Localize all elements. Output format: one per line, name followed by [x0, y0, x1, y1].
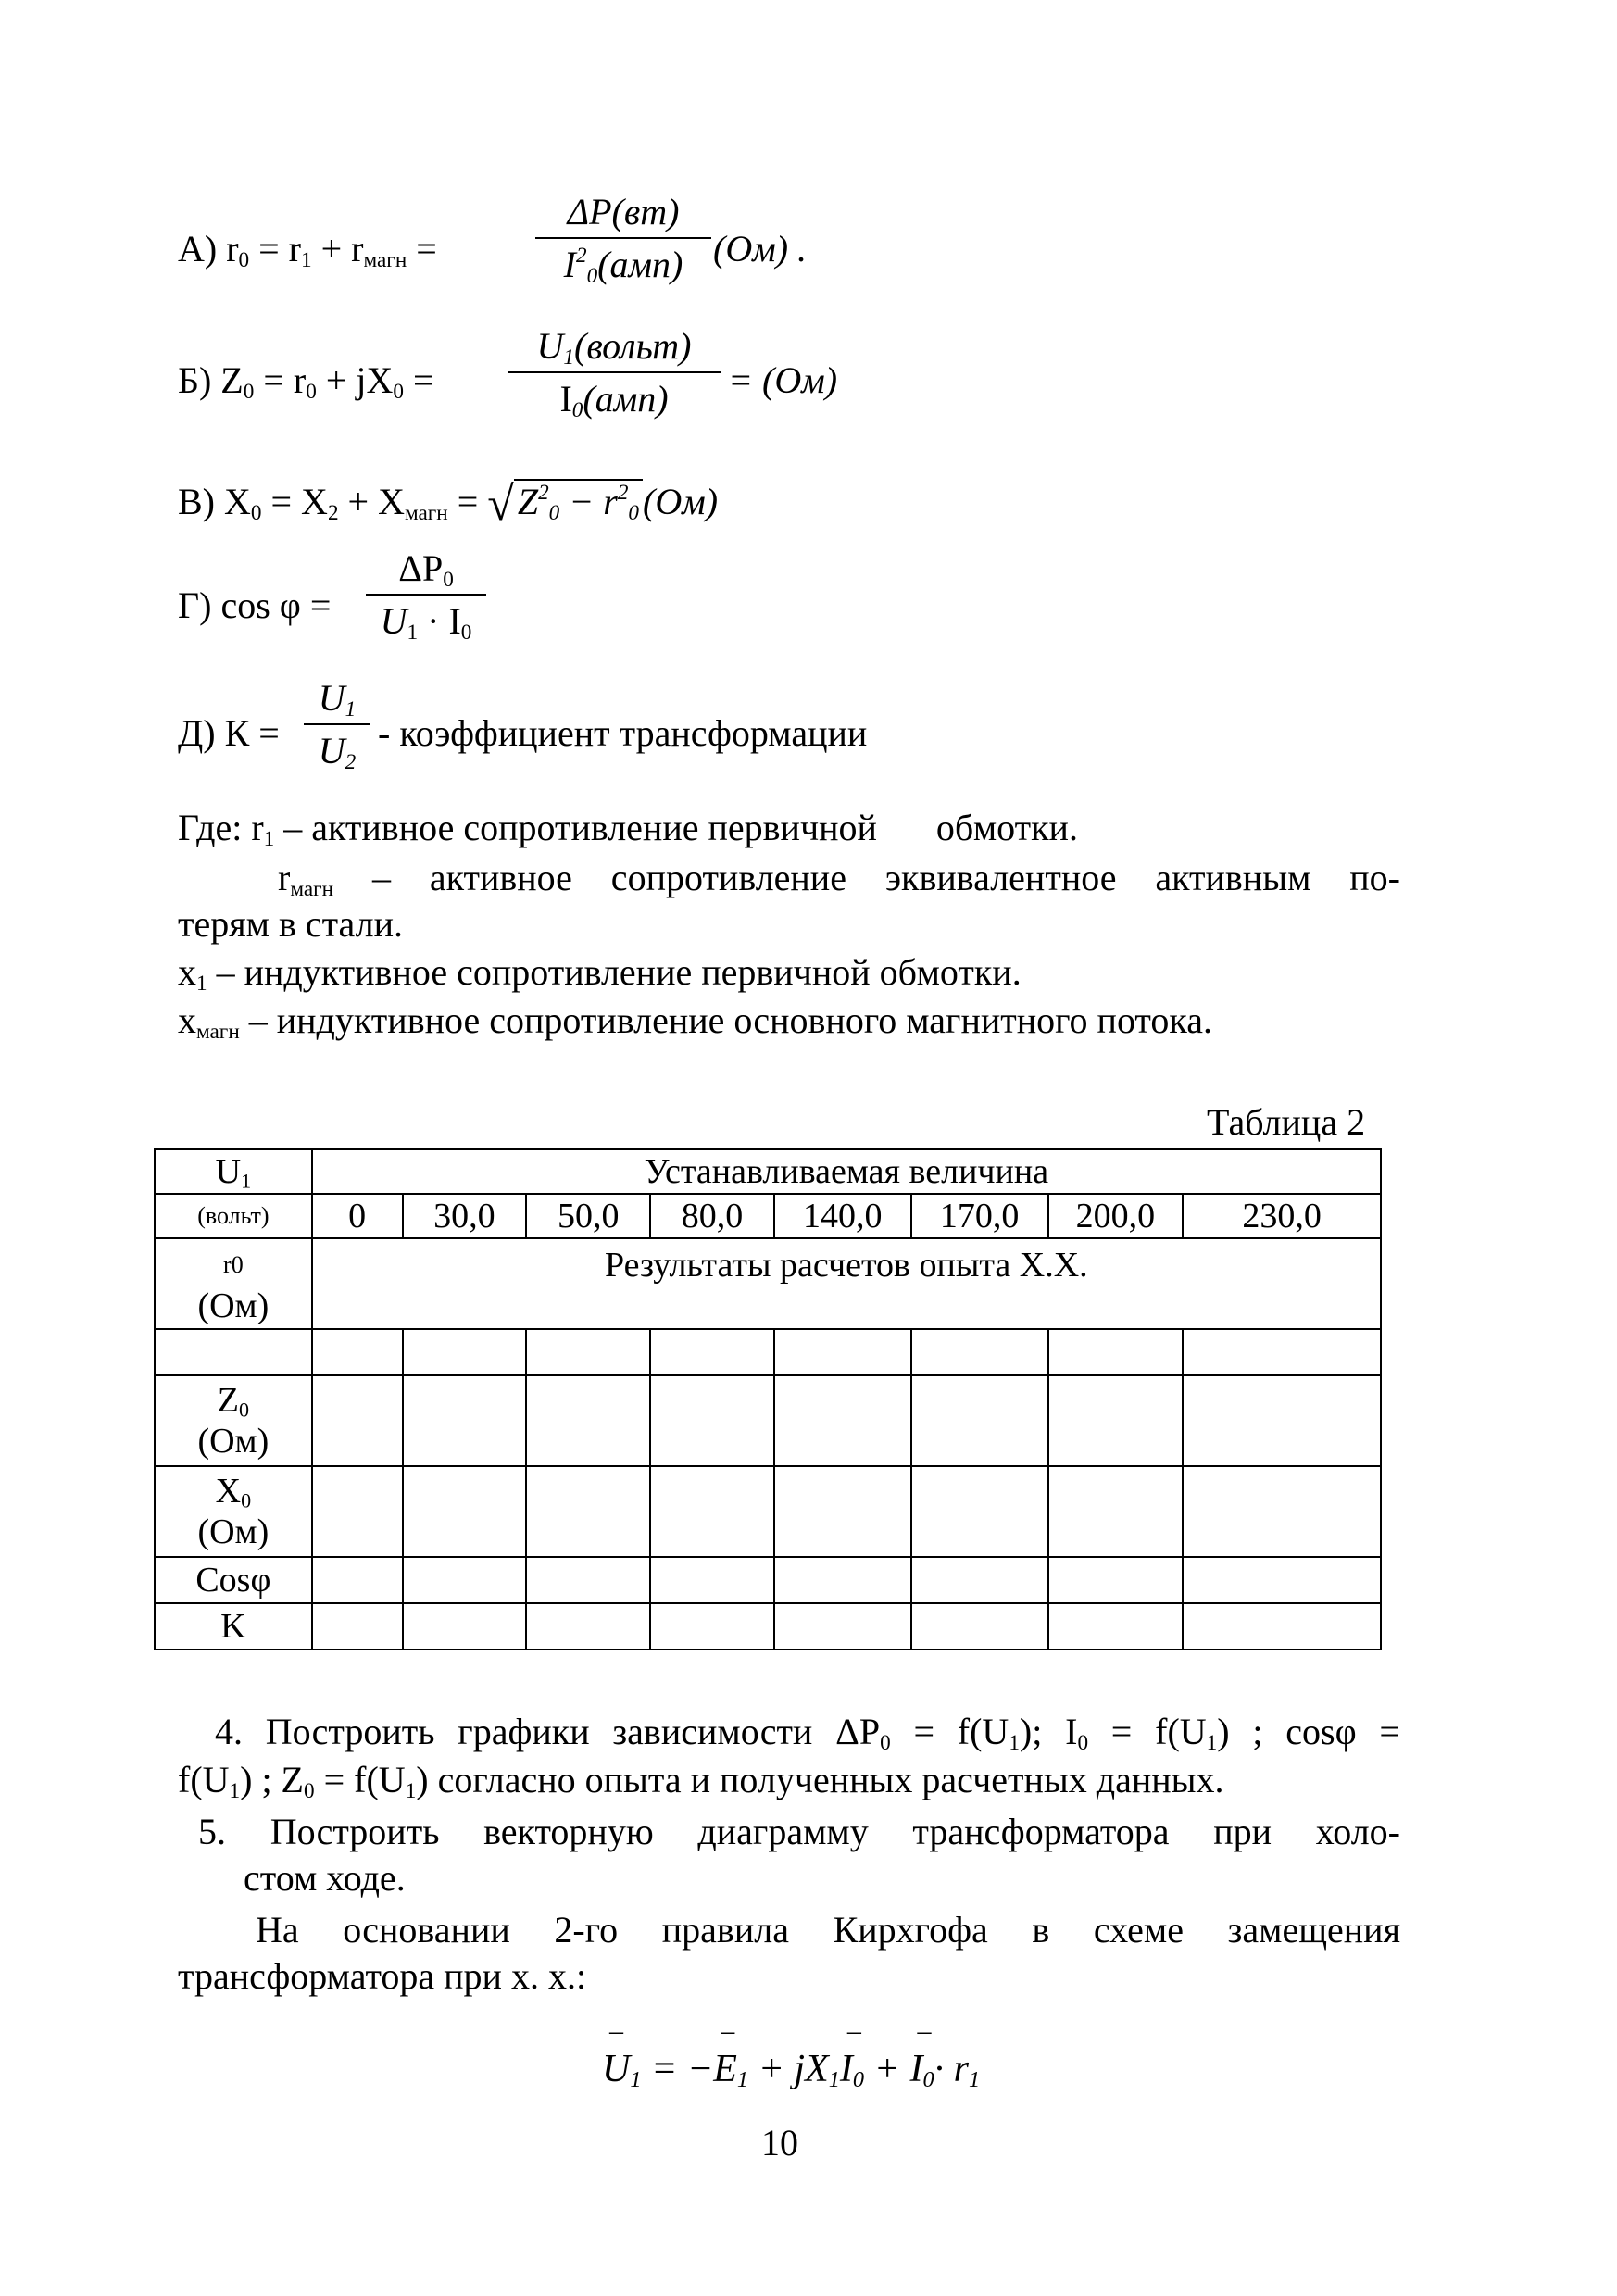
- def-line-4: $x_1$ – индуктивное сопротивление первичной обмотки.: [178, 951, 1022, 996]
- formula-v: В) $X_0 = X_2 + X_{магн}$ = √ $Z^2_0 - r^2_0$ (Ом): [178, 478, 719, 531]
- sqrt-icon: √: [487, 478, 514, 531]
- kirchhoff-para-line-2: трансформатора при х. х.:: [178, 1955, 587, 1997]
- cos-row: [155, 1557, 1381, 1603]
- formula-a-tail: (Ом) .: [713, 228, 808, 270]
- z0-label: $Z_0$ (Ом): [155, 1375, 312, 1466]
- table-2: [154, 1148, 1382, 1650]
- voltage-cell: 230,0: [1183, 1194, 1381, 1238]
- voltage-cell: 0: [312, 1194, 403, 1238]
- voltage-cell: 140,0: [774, 1194, 911, 1238]
- voltage-row: [155, 1194, 1381, 1238]
- voltage-cell: 80,0: [650, 1194, 774, 1238]
- k-label: K: [155, 1603, 312, 1650]
- voltage-cell: 30,0: [403, 1194, 527, 1238]
- voltage-cell: 200,0: [1048, 1194, 1184, 1238]
- formula-g: Г) cos φ =: [178, 584, 332, 626]
- item-5-line-1: 5. Построить векторную диаграмму трансформатора при холо-: [198, 1811, 1400, 1852]
- kirchhoff-equation: – $U_1$ = −– $E_1 + jX_1-$ $I_0$ + – $I_0\cdot r_1$: [602, 2047, 980, 2091]
- formula-a-fraction: ΔP(вт) $I^2_0(амп)$: [535, 190, 711, 286]
- item-5-line-2: стом ходе.: [244, 1857, 406, 1899]
- u1-label: $U_1$: [155, 1149, 312, 1194]
- page-number: 10: [761, 2122, 798, 2164]
- voltage-cell: 170,0: [911, 1194, 1048, 1238]
- header-span: Устанавливаемая величина: [312, 1149, 1381, 1194]
- def-line-3: терям в стали.: [178, 903, 404, 945]
- blank-row: [155, 1329, 1381, 1375]
- x0-label: $X_0$ (Ом): [155, 1466, 312, 1557]
- table-header-row: [155, 1149, 1381, 1194]
- table-caption: Таблица 2: [1207, 1101, 1366, 1143]
- item-4-line-2: $f(U_1)$ ; $Z_0 = f(U_1)$ согласно опыта и полученных расчетных данных.: [178, 1759, 1224, 1803]
- formula-b: Б) $Z_0 = r_0 + jX_0$ =: [178, 359, 434, 404]
- x0-row: [155, 1466, 1381, 1557]
- formula-b-tail: = (Ом): [728, 359, 838, 401]
- formula-d-tail: - коэффициент трансформации: [378, 712, 868, 754]
- cos-label: Cosφ: [155, 1557, 312, 1603]
- def-line-2: $r_{магн}$ – активное сопротивление эквивалентное активным по-: [278, 857, 1400, 901]
- results-label: Результаты расчетов опыта Х.Х.: [312, 1238, 1381, 1329]
- u1-unit: (вольт): [155, 1194, 312, 1238]
- r0-label: r0 (Ом): [155, 1238, 312, 1329]
- kirchhoff-para-line-1: На основании 2-го правила Кирхгофа в схеме замещения: [256, 1909, 1400, 1951]
- formula-a: А) $r_0 = r_1 + r_{магн}$ =: [178, 228, 437, 272]
- k-row: [155, 1603, 1381, 1650]
- def-line-1: Где: $r_1$ – активное сопротивление первичной обмотки.: [178, 807, 1078, 851]
- formula-g-fraction: $\Delta P_0$ $U_1 \cdot I_0$: [366, 546, 486, 643]
- def-line-5: $x_{магн}$ – индуктивное сопротивление основного магнитного потока.: [178, 999, 1212, 1044]
- r0-row: [155, 1238, 1381, 1329]
- item-4-line-1: 4. Построить графики зависимости $\Delta P_0 = f(U_1)$; $I_0 = f(U_1)$ ; cosφ =: [215, 1711, 1400, 1755]
- formula-d-fraction: $U_1$ $U_2$: [304, 676, 370, 772]
- formula-d: Д) К =: [178, 712, 280, 754]
- formula-b-fraction: $U_1(вольт)$ $I_0(амп)$: [508, 324, 721, 420]
- voltage-cell: 50,0: [526, 1194, 650, 1238]
- z0-row: [155, 1375, 1381, 1466]
